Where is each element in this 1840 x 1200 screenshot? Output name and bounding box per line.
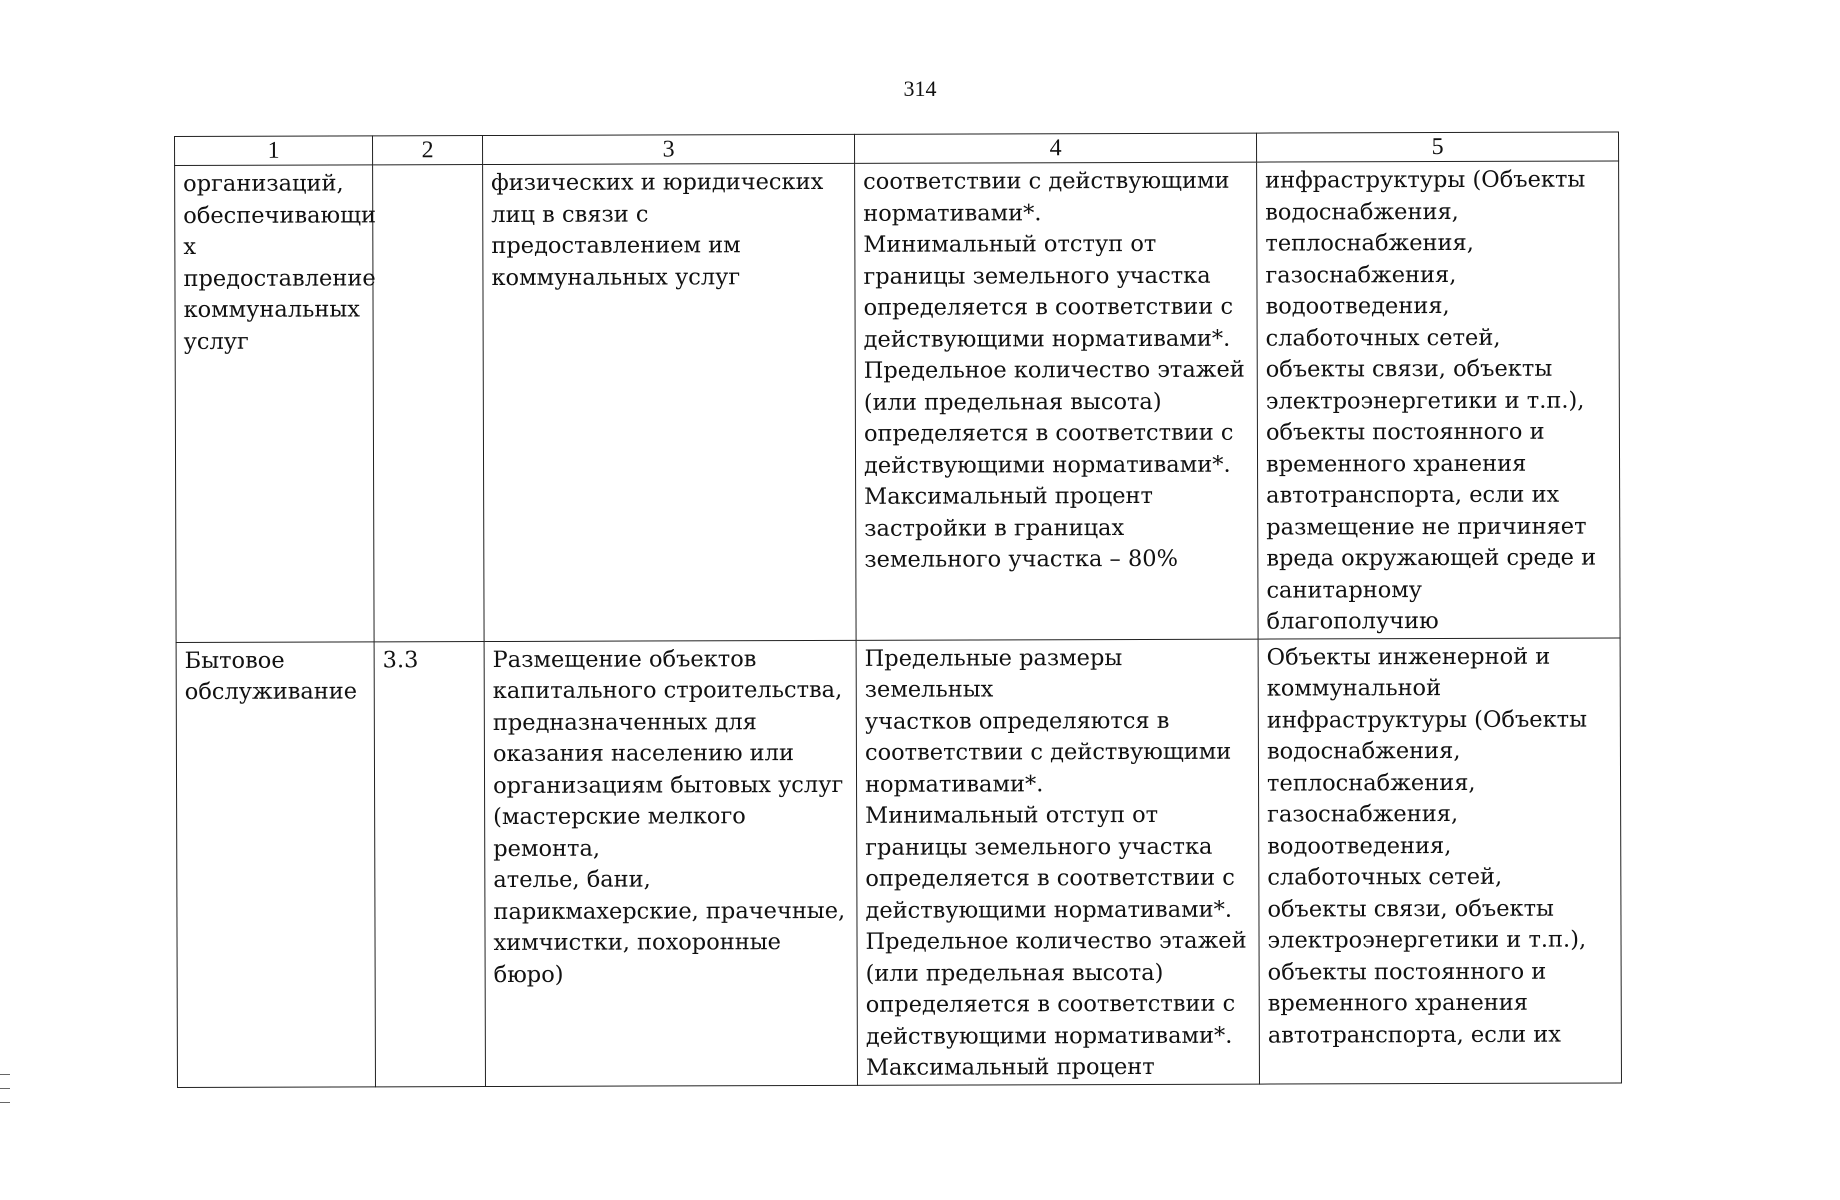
table-row	[175, 161, 1620, 642]
scan-margin-mark	[0, 1088, 10, 1089]
header-cell-1: 1	[175, 136, 373, 166]
cell-use-description: физических и юридических лиц в связи с предоставлением им коммунальных услуг	[483, 163, 856, 641]
cell-auxiliary-uses: инфраструктуры (Объекты водоснабжения, теплоснабжения, газоснабжения, водоотведения, слаботочных сетей, объекты связи, объекты электроэнергетики и т.п.), объекты постоянного и временного хранения автотранспорта, если их размещение не причиняет вреда окружающей среде и санитарному благополучию	[1257, 161, 1620, 639]
cell-use-code	[373, 165, 484, 642]
header-cell-2: 2	[373, 136, 483, 165]
cell-use-name: организаций, обеспечивающи х предоставление коммунальных услуг	[175, 165, 374, 642]
header-cell-4: 4	[854, 133, 1256, 163]
header-cell-3: 3	[483, 134, 855, 164]
page-number: 314	[903, 76, 937, 101]
cell-use-description: Размещение объектов капитального строительства, предназначенных для оказания населению или организациям бытовых услуг (мастерские мелкого ремонта, ателье, бани, парикмахерские, прачечные, химчистки, похоронные бюро)	[484, 640, 857, 1086]
cell-auxiliary-uses: Объекты инженерной и коммунальной инфраструктуры (Объекты водоснабжения, теплоснабжения, газоснабжения, водоотведения, слаботочных сетей, объекты связи, объекты электроэнергетики и т.п.), объекты постоянного и временного хранения автотранспорта, если их	[1258, 637, 1621, 1083]
table-row	[176, 637, 1621, 1087]
header-cell-5: 5	[1256, 132, 1618, 162]
cell-use-code: 3.3	[374, 641, 485, 1086]
cell-use-name: Бытовое обслуживание	[176, 641, 375, 1087]
cell-parameters: соответствии с действующими нормативами*. Минимальный отступ от границы земельного участка определяется в соответствии с действующими нормативами*. Предельное количество этажей (или предельная высота) определяется в соответствии с действующими нормативами*. Максимальный процент застройки в границах земельного участка – 80%	[855, 162, 1258, 640]
regulations-table	[174, 131, 1622, 1087]
cell-parameters: Предельные размеры земельных участков определяются в соответствии с действующими нормативами*. Минимальный отступ от границы земельного участка определяется в соответствии с действующими нормативами*. Предельное количество этажей (или предельная высота) определяется в соответствии с действующими нормативами*. Максимальный процент	[856, 639, 1259, 1085]
table-header-row	[175, 132, 1619, 166]
scan-margin-mark	[0, 1102, 10, 1103]
scan-margin-mark	[0, 1074, 10, 1075]
